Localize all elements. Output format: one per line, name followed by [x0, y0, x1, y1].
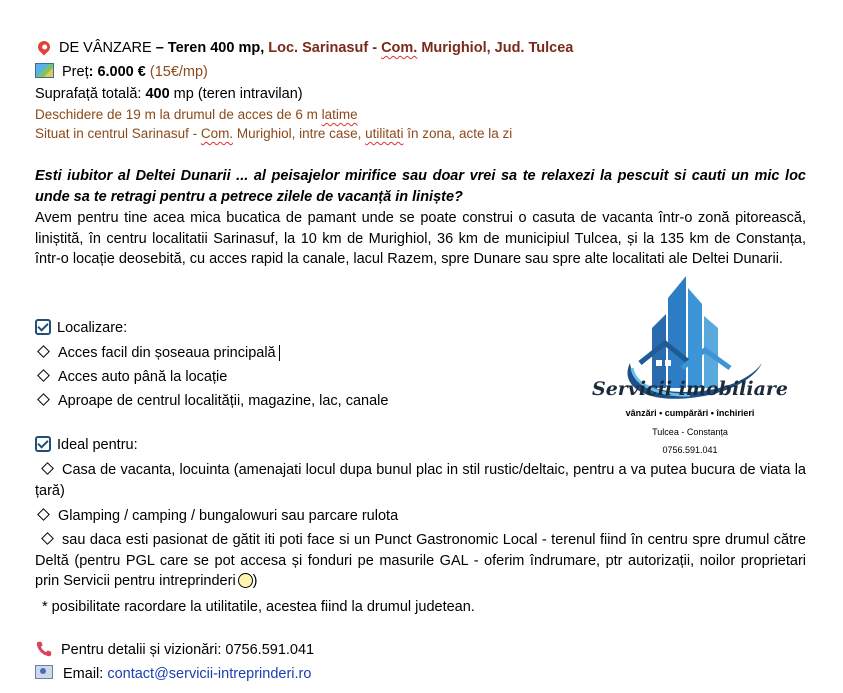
- email-icon: [35, 665, 53, 679]
- diamond-bullet-icon: [41, 532, 54, 545]
- map-icon: [35, 63, 54, 78]
- list-item: sau daca esti pasionat de gătit iti poti face si un Punct Gastronomic Local - terenul fiind în centru spre drumul către Deltă (pentru PGL care se pot accesa și fonduri pe masurile GAL - oferim îndrumare, ptr autorizații, noilor proprietari prin Servicii pentru intreprinderi ): [35, 532, 806, 589]
- list-item: Casa de vacanta, locuinta (amenajati locul dupa bunul plac in stil rustic/deltaic, pentru a va putea bucura de viata la țară): [35, 462, 806, 499]
- logo-phone: 0756.591.041: [662, 445, 718, 455]
- phone-line: Pentru detalii și vizionări: 0756.591.041: [35, 640, 314, 660]
- ideal-heading: Ideal pentru:: [35, 435, 138, 455]
- logo-tagline: vânzări • cumpărări • închirieri: [625, 408, 755, 418]
- pin-icon: [36, 39, 53, 56]
- location-line: Situat in centrul Sarinasuf - Com. Murighiol, intre case, utilitati în zona, acte la zi: [35, 126, 513, 141]
- smiley-icon: [238, 573, 253, 588]
- price-line: Preț: 6.000 € (15€/mp): [35, 62, 208, 82]
- checkbox-icon: [35, 436, 51, 452]
- intro-question: Esti iubitor al Deltei Dunarii ... al peisajelor mirifice sau doar vrei sa te relaxezi la pescuit si cauti un mic loc unde sa te retragi pentru a petrece zilele de vacanță in liniște?: [35, 168, 806, 205]
- list-item: Acces auto până la locație: [35, 367, 227, 387]
- checkbox-icon: [35, 319, 51, 335]
- diamond-bullet-icon: [37, 393, 50, 406]
- surface-line: Suprafață totală: 400 mp (teren intravilan): [35, 86, 303, 102]
- list-item: * posibilitate racordare la utilitatile, acestea fiind la drumul judetean.: [42, 599, 475, 615]
- diamond-bullet-icon: [41, 462, 54, 475]
- localizare-heading: Localizare:: [35, 318, 127, 338]
- email-line: Email: contact@servicii-intreprinderi.ro: [35, 664, 311, 684]
- company-logo: [590, 268, 790, 463]
- phone-icon: [35, 640, 53, 658]
- logo-cities: Tulcea - Constanța: [652, 427, 728, 437]
- list-item: Acces facil din șoseaua principală: [35, 343, 280, 363]
- opening-line: Deschidere de 19 m la drumul de acces de 6 m latime: [35, 107, 358, 122]
- logo-brand: Servicii imobiliare: [591, 378, 789, 400]
- list-item: Glamping / camping / bungalowuri sau parcare rulota: [35, 506, 398, 526]
- email-link[interactable]: contact@servicii-intreprinderi.ro: [107, 666, 312, 682]
- diamond-bullet-icon: [37, 508, 50, 521]
- intro-description: Avem pentru tine acea mica bucatica de pamant unde se poate construi o casuta de vacanta într-o zonă pitorească, liniștită, în centru localitatii Sarinasuf, la 10 km de Murighiol, 36 km de municipiul Tulcea, și la 135 km de Constanța, într-o locație deosebită, cu acces rapid la canale, lacul Razem, spre Dunare sau spre alte localitati ale Deltei Dunarii.: [35, 210, 806, 267]
- diamond-bullet-icon: [37, 345, 50, 358]
- listing-title: DE VÂNZARE – Teren 400 mp, Loc. Sarinasuf - Com. Murighiol, Jud. Tulcea: [35, 38, 573, 58]
- diamond-bullet-icon: [37, 369, 50, 382]
- list-item: Aproape de centrul localității, magazine, lac, canale: [35, 391, 388, 411]
